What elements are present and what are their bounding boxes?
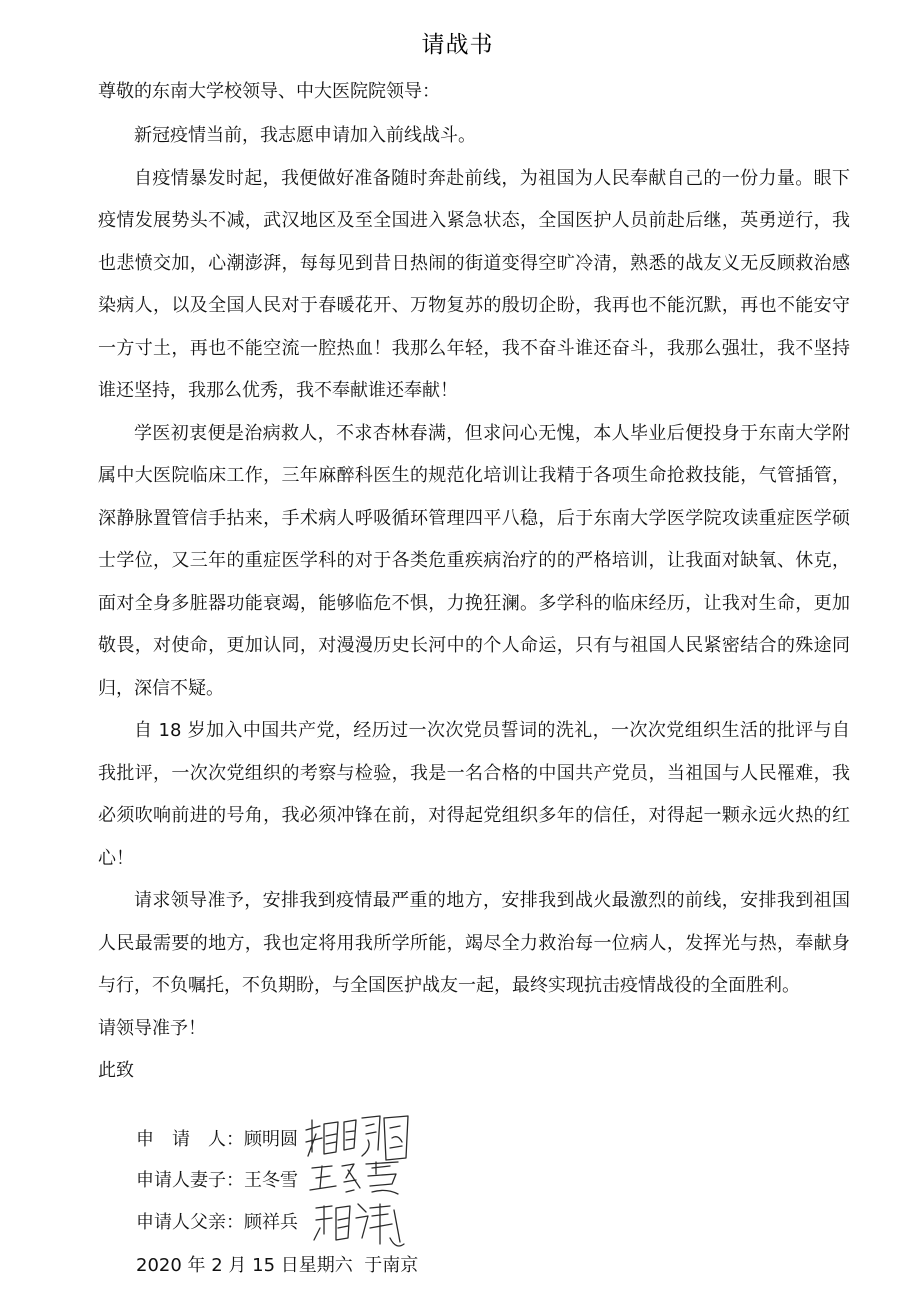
paragraph-1: 新冠疫情当前，我志愿申请加入前线战斗。 (134, 125, 476, 146)
handwritten-signature-wife (306, 1158, 406, 1202)
closing: 此致 (98, 1060, 134, 1081)
signatory-wife (136, 1167, 298, 1195)
handwritten-signature-applicant (300, 1112, 420, 1168)
date-place: 2020 年 2 月 15 日星期六 于南京 (136, 1255, 419, 1276)
signatory-father (136, 1209, 298, 1237)
signatory-applicant (136, 1126, 298, 1154)
letter-body (98, 115, 850, 1093)
signatory-name: 顾祥兵 (244, 1212, 298, 1233)
paragraph-2: 自疫情暴发时起，我便做好准备随时奔赴前线，为祖国为人民奉献自己的一份力量。眼下疫情发展势头不减，武汉地区及至全国进入紧急状态，全国医护人员前赴后继，英勇逆行，我也悲愤交加，心潮澎湃，每每见到昔日热闹的街道变得空旷冷清，熟悉的战友义无反顾救治感染病人，以及全国人民对于春暖花开、万物复苏的殷切企盼，我再也不能沉默，再也不能安守一方寸土，再也不能空流一腔热血！我那么年轻，我不奋斗谁还奋斗，我那么强壮，我不坚持谁还坚持，我那么优秀，我不奉献谁还奉献！ (98, 167, 850, 401)
salutation: 尊敬的东南大学校领导、中大医院院领导： (98, 81, 440, 102)
paragraph-5: 请求领导准予，安排我到疫情最严重的地方，安排我到战火最激烈的前线，安排我到祖国人民最需要的地方，我也定将用我所学所能，竭尽全力救治每一位病人，发挥光与热，奉献身与行，不负嘱托，不负期盼，与全国医护战友一起，最终实现抗击疫情战役的全面胜利。 (98, 890, 850, 996)
signatory-name: 王冬雪 (244, 1170, 298, 1191)
handwritten-signature-father (310, 1198, 406, 1254)
paragraph-4: 自 18 岁加入中国共产党，经历过一次次党员誓词的洗礼，一次次党组织生活的批评与自我批评，一次次党组织的考察与检验，我是一名合格的中国共产党员，当祖国与人民罹难，我必须吹响前进的号角，我必须冲锋在前，对得起党组织多年的信任，对得起一颗永远火热的红心！ (98, 720, 850, 869)
closing-request: 请领导准予！ (98, 1017, 206, 1039)
signatory-label: 申请人妻子： (136, 1170, 244, 1191)
document-title: 请战书 (421, 32, 494, 58)
signatory-name: 顾明圆 (244, 1129, 298, 1150)
signatory-label: 申 请 人： (136, 1129, 244, 1150)
paragraph-3: 学医初衷便是治病救人，不求杏林春满，但求问心无愧，本人毕业后便投身于东南大学附属中大医院临床工作，三年麻醉科医生的规范化培训让我精于各项生命抢救技能，气管插管，深静脉置管信手拈来，手术病人呼吸循环管理四平八稳，后于东南大学医学院攻读重症医学硕士学位，又三年的重症医学科的对于各类危重疾病治疗的的严格培训，让我面对缺氧、休克，面对全身多脏器功能衰竭，能够临危不惧，力挽狂澜。多学科的临床经历，让我对生命，更加敬畏，对使命，更加认同，对漫漫历史长河中的个人命运，只有与祖国人民紧密结合的殊途同归，深信不疑。 (98, 422, 850, 699)
signatory-label: 申请人父亲： (136, 1212, 244, 1233)
